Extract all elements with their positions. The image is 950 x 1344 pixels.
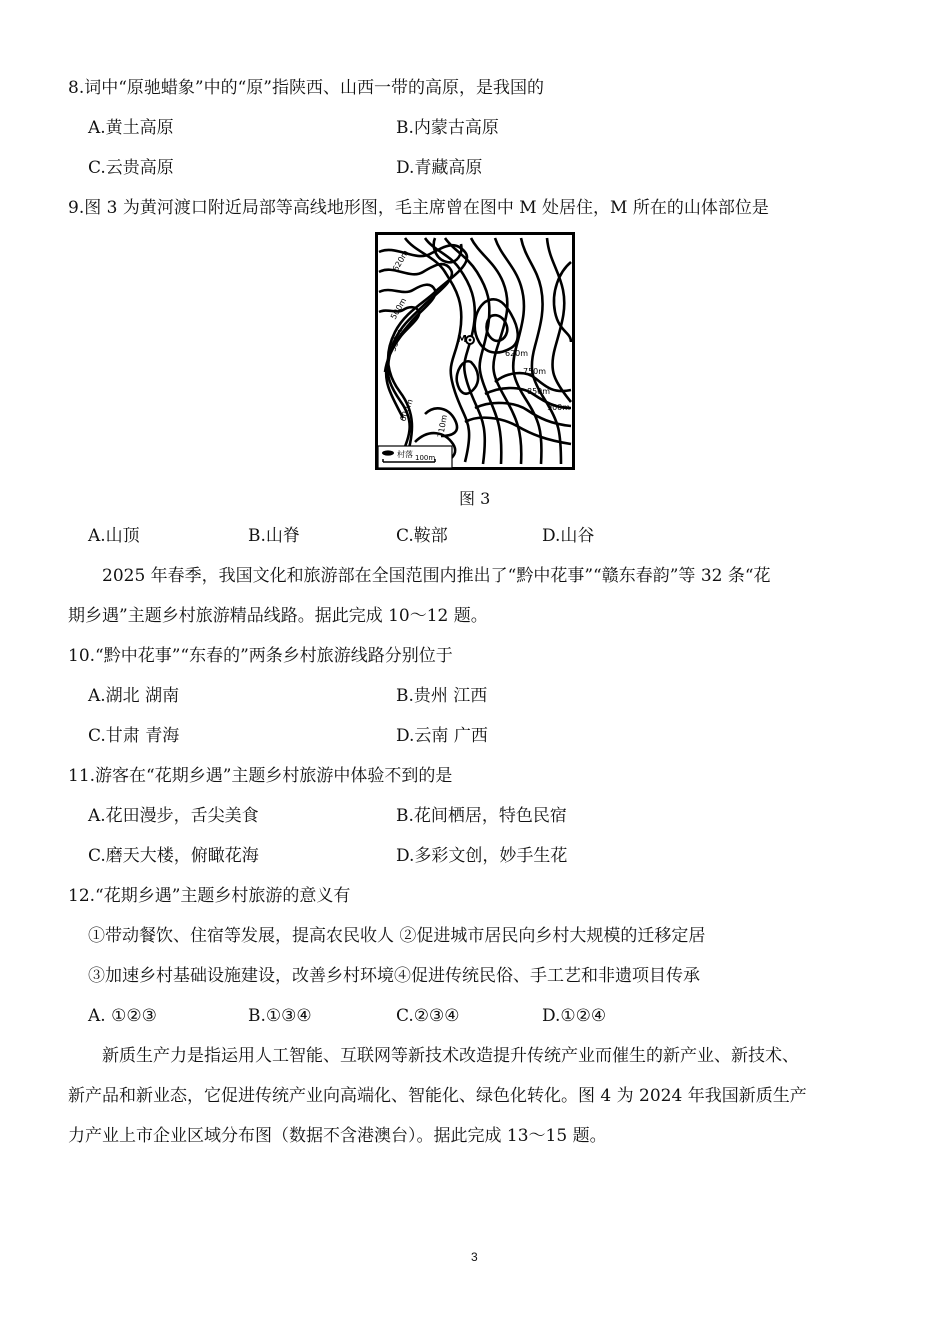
intro-10-12-line2: 期乡遇”主题乡村旅游精品线路。据此完成 10～12 题。 <box>68 606 488 626</box>
q10-option-c: C.甘肃 青海 <box>88 726 180 746</box>
q12-items-line1: ①带动餐饮、住宿等发展，提高农民收人 ②促进城市居民向乡村大规模的迁移定居 <box>88 926 706 946</box>
contour-label-750: 750m <box>523 367 547 376</box>
contour-label-620-b: 620m <box>390 248 411 273</box>
q8-option-d: D.青藏高原 <box>396 158 483 178</box>
legend-village-label: 村落 <box>397 450 413 459</box>
intro-13-15-line3: 力产业上市企业区域分布图（数据不含港澳台）。据此完成 13～15 题。 <box>68 1126 607 1146</box>
q8-option-b: B.内蒙古高原 <box>396 118 499 138</box>
q12-option-d: D.①②④ <box>542 1006 607 1026</box>
contour-label-500: 500m <box>388 296 409 321</box>
intro-10-12-line1: 2025 年春季，我国文化和旅游部在全国范围内推出了“黔中花事”“赣东春韵”等 32 条“花 <box>102 566 771 586</box>
contour-label-900: 900m <box>547 403 571 412</box>
contour-label-620: 620m <box>505 349 529 358</box>
q9-option-d: D.山谷 <box>542 526 595 546</box>
point-m-label: M <box>457 334 467 345</box>
question-9-stem: 9.图 3 为黄河渡口附近局部等高线地形图，毛主席曾在图中 M 处居住，M 所在的山体部位是 <box>68 198 769 218</box>
contour-label-600: 600m <box>398 397 415 423</box>
question-12-stem: 12.“花期乡遇”主题乡村旅游的意义有 <box>68 886 351 906</box>
contour-map-figure <box>375 232 575 470</box>
q8-option-a: A.黄土高原 <box>88 118 174 138</box>
page-number: 3 <box>471 1250 478 1264</box>
question-11-stem: 11.游客在“花期乡遇”主题乡村旅游中体验不到的是 <box>68 766 453 786</box>
figure-3-caption: 图 3 <box>459 489 491 508</box>
q11-option-c: C.磨天大楼，俯瞰花海 <box>88 846 259 866</box>
q12-option-c: C.②③④ <box>396 1006 460 1026</box>
question-8-stem: 8.词中“原驰蜡象”中的“原”指陕西、山西一带的高原，是我国的 <box>68 78 544 98</box>
q12-option-a: A. ①②③ <box>88 1006 157 1026</box>
q10-option-d: D.云南 广西 <box>396 726 488 746</box>
q8-option-c: C.云贵高原 <box>88 158 174 178</box>
intro-13-15-line2: 新产品和新业态，它促进传统产业向高端化、智能化、绿色化转化。图 4 为 2024 年我国新质生产 <box>68 1086 807 1106</box>
q12-option-b: B.①③④ <box>248 1006 312 1026</box>
q9-option-a: A.山顶 <box>88 526 140 546</box>
contour-label-710: 710m <box>436 414 449 439</box>
q11-option-b: B.花间栖居，特色民宿 <box>396 806 567 826</box>
scale-label: 100m <box>415 454 436 462</box>
q11-option-a: A.花田漫步，舌尖美食 <box>88 806 259 826</box>
q9-option-b: B.山脊 <box>248 526 300 546</box>
q9-option-c: C.鞍部 <box>396 526 448 546</box>
q12-items-line2: ③加速乡村基础设施建设，改善乡村环境④促进传统民俗、手工艺和非遗项目传承 <box>88 966 700 986</box>
contour-label-850: 850m <box>527 387 551 396</box>
q11-option-d: D.多彩文创，妙手生花 <box>396 846 568 866</box>
contour-label-550: 550m <box>388 327 405 353</box>
intro-13-15-line1: 新质生产力是指运用人工智能、互联网等新技术改造提升传统产业而催生的新产业、新技术、 <box>102 1046 799 1066</box>
q10-option-b: B.贵州 江西 <box>396 686 488 706</box>
question-10-stem: 10.“黔中花事”“东春的”两条乡村旅游线路分别位于 <box>68 646 453 666</box>
q10-option-a: A.湖北 湖南 <box>88 686 180 706</box>
